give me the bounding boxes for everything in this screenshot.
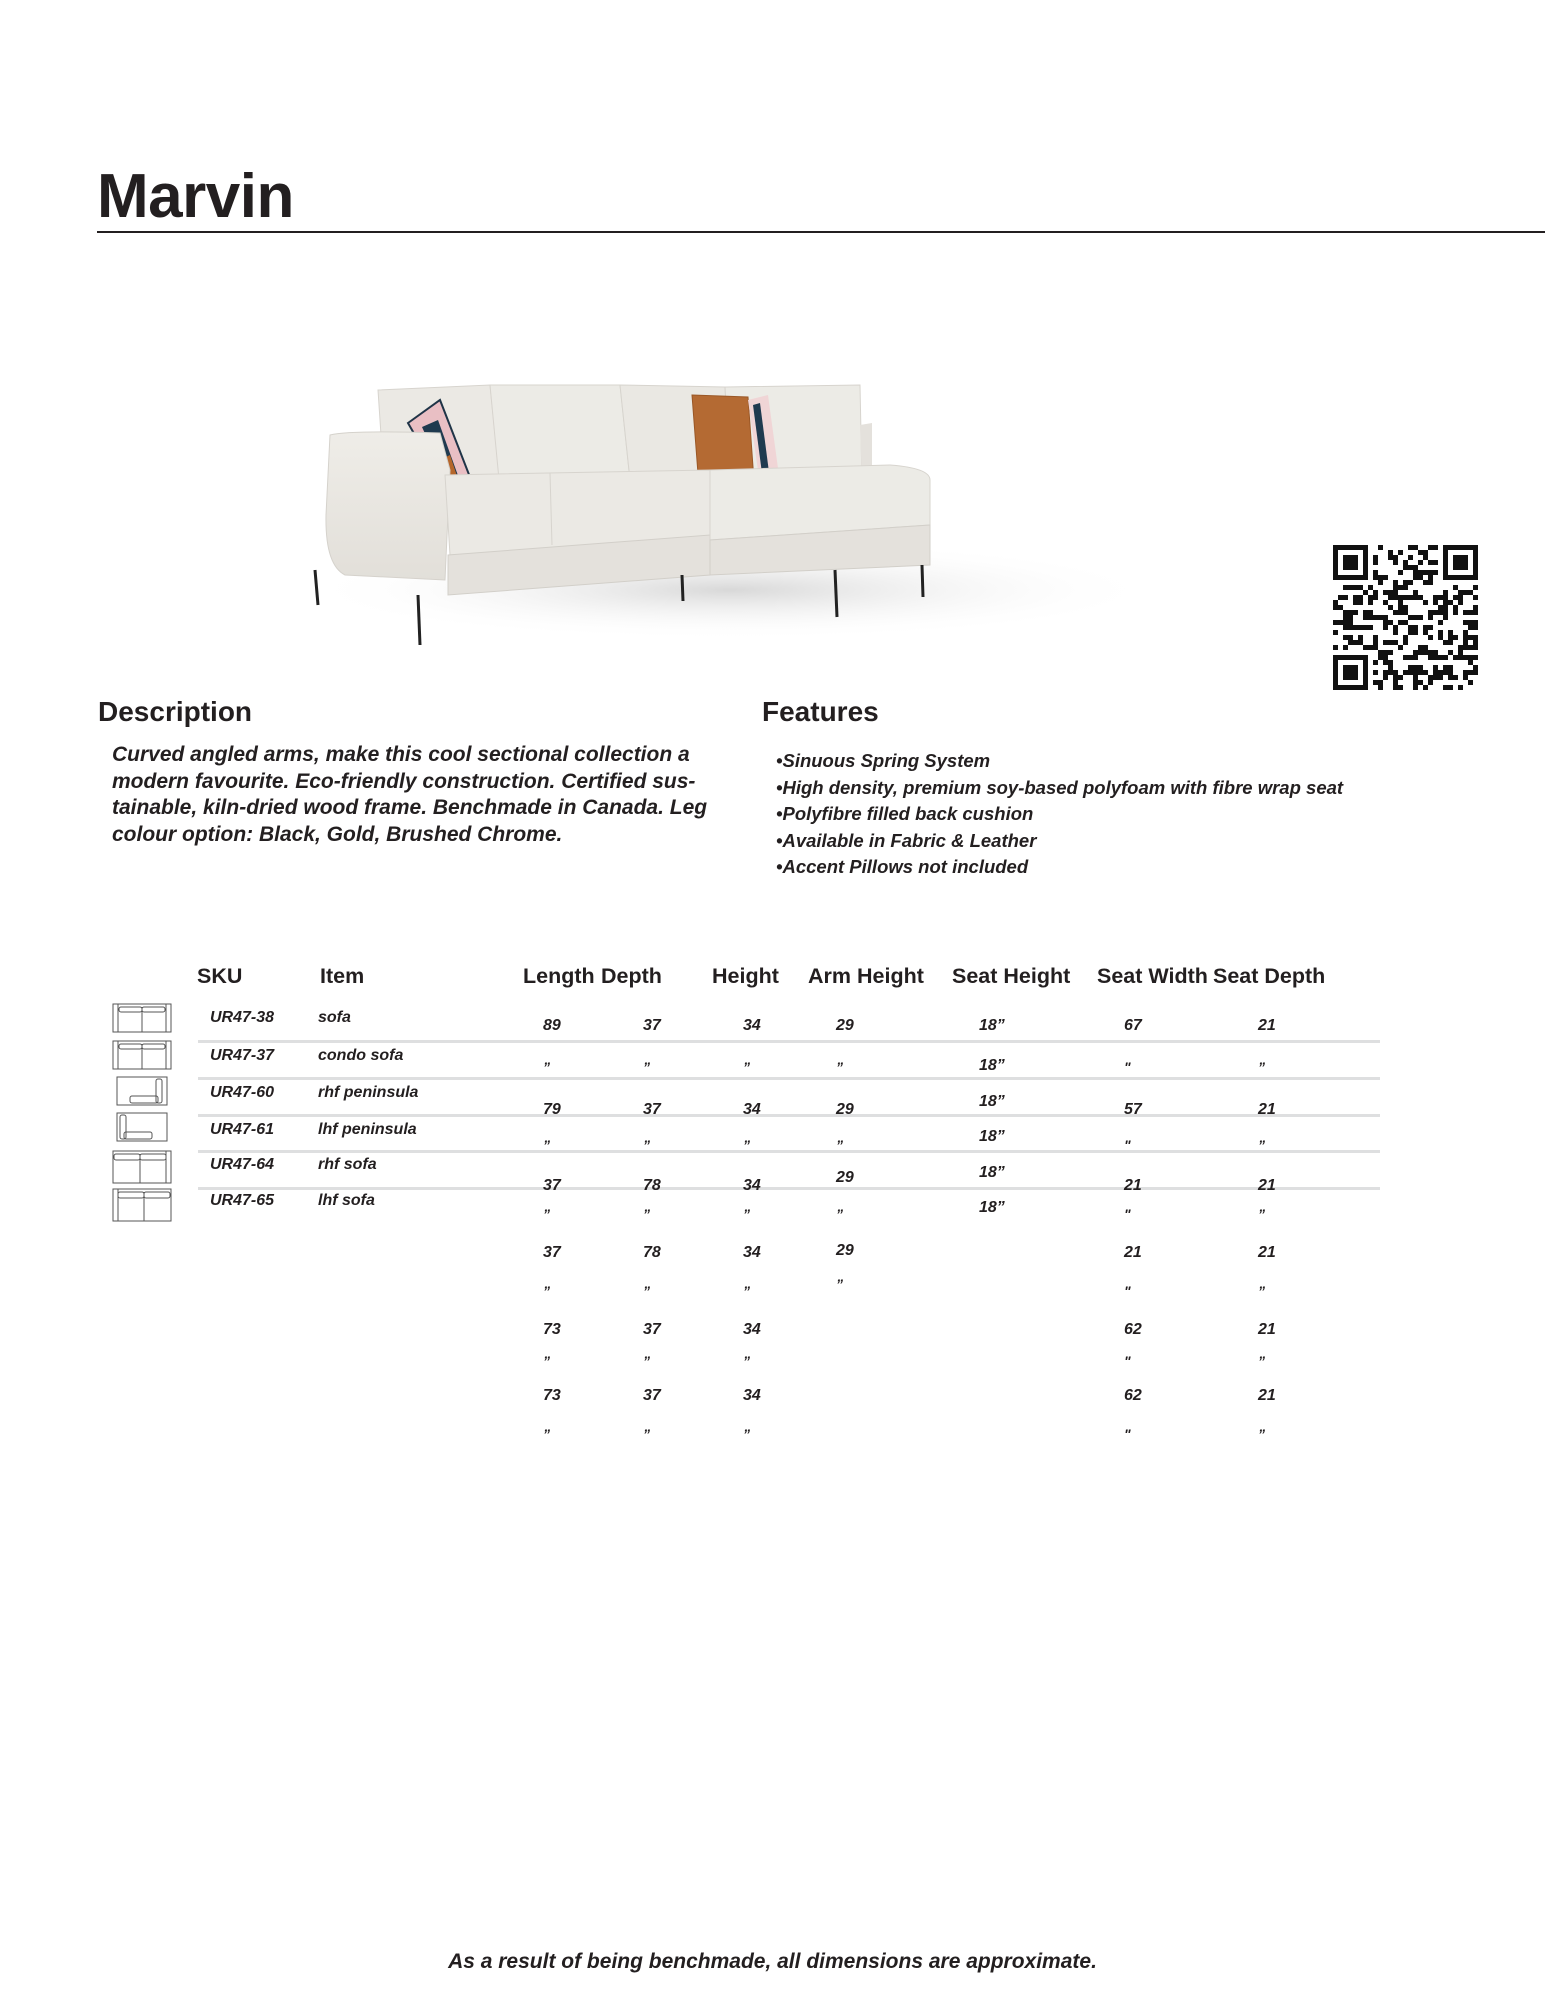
sku-cell: UR47-65 (210, 1192, 275, 1209)
header-length: Length (523, 964, 595, 988)
header-seat-width: Seat Width (1097, 964, 1208, 988)
seat-height-cell: 18” (979, 1199, 1005, 1216)
feature-item: •Sinuous Spring System (776, 750, 991, 771)
seat-depth-cell: 21 (1258, 1321, 1276, 1338)
depth-cell: 37 (643, 1321, 661, 1338)
seat-width-cell: 57 (1124, 1101, 1142, 1118)
depth-cell: 37 (643, 1387, 661, 1404)
depth-cell: ” (643, 1426, 650, 1442)
height-cell: 34 (743, 1017, 761, 1034)
header-seat-depth: Seat Depth (1213, 964, 1326, 988)
item-cell: rhf sofa (318, 1156, 377, 1173)
depth-cell: ” (643, 1283, 650, 1299)
length-cell: ” (543, 1059, 550, 1075)
depth-cell: 78 (643, 1244, 661, 1261)
seat-width-cell: 62 (1124, 1387, 1142, 1404)
seat-depth-cell: 21 (1258, 1017, 1276, 1034)
seat-width-cell: 21 (1124, 1177, 1142, 1194)
row-divider (198, 1150, 1380, 1153)
depth-cell: ” (643, 1137, 650, 1153)
height-cell: 34 (743, 1101, 761, 1118)
seat-depth-cell: 21 (1258, 1387, 1276, 1404)
seat-width-cell: 67 (1124, 1017, 1142, 1034)
condo-sofa-diagram-icon (112, 1040, 172, 1070)
sku-cell: UR47-64 (210, 1156, 275, 1173)
seat-width-cell: " (1124, 1137, 1131, 1153)
height-cell: ” (743, 1137, 750, 1153)
seat-height-cell: 18” (979, 1093, 1005, 1110)
seat-width-cell: " (1124, 1353, 1131, 1369)
feature-item: •High density, premium soy-based polyfoam with fibre wrap seat (776, 776, 1344, 798)
length-cell: 89 (543, 1017, 561, 1034)
length-cell: ” (543, 1353, 550, 1369)
arm-height-cell: ” (836, 1137, 843, 1153)
depth-cell: 78 (643, 1177, 661, 1194)
arm-height-cell: ” (836, 1276, 843, 1292)
item-cell: condo sofa (318, 1047, 404, 1064)
footer-note: As a result of being benchmade, all dimensions are approximate. (448, 1950, 1097, 1973)
rhf-sofa-diagram-icon (112, 1150, 172, 1184)
seat-height-cell: 18” (979, 1017, 1005, 1034)
product-image (290, 365, 1210, 655)
row-divider (198, 1077, 1380, 1080)
seat-width-cell: " (1124, 1283, 1131, 1299)
seat-depth-cell: 21 (1258, 1244, 1276, 1261)
depth-cell: 37 (643, 1101, 661, 1118)
length-cell: ” (543, 1137, 550, 1153)
sku-cell: UR47-60 (210, 1084, 275, 1101)
header-sku: SKU (197, 964, 243, 988)
seat-width-cell: " (1124, 1059, 1131, 1075)
seat-depth-cell: ” (1258, 1283, 1265, 1299)
seat-width-cell: " (1124, 1426, 1131, 1442)
depth-cell: ” (643, 1353, 650, 1369)
qr-code-icon[interactable] (1333, 545, 1478, 690)
height-cell: ” (743, 1426, 750, 1442)
header-arm-height: Arm Height (808, 964, 924, 988)
depth-cell: 37 (643, 1017, 661, 1034)
title-divider (97, 231, 1545, 233)
header-item: Item (320, 964, 365, 988)
rhf-peninsula-diagram-icon (112, 1076, 172, 1106)
length-cell: 37 (543, 1244, 561, 1261)
header-height: Height (712, 964, 779, 988)
seat-height-cell: 18” (979, 1057, 1005, 1074)
features-list (776, 748, 1343, 881)
item-cell: lhf peninsula (318, 1121, 417, 1138)
sofa-diagram-icon (112, 1003, 172, 1033)
height-cell: ” (743, 1353, 750, 1369)
item-cell: lhf sofa (318, 1192, 375, 1209)
arm-height-cell: 29 (836, 1101, 854, 1118)
depth-cell: ” (643, 1059, 650, 1075)
sku-cell: UR47-37 (210, 1047, 275, 1064)
height-cell: ” (743, 1206, 750, 1222)
header-seat-height: Seat Height (952, 964, 1071, 988)
item-cell: rhf peninsula (318, 1084, 419, 1101)
height-cell: ” (743, 1283, 750, 1299)
height-cell: 34 (743, 1387, 761, 1404)
arm-height-cell: 29 (836, 1242, 854, 1259)
lhf-peninsula-diagram-icon (112, 1112, 172, 1142)
lhf-sofa-diagram-icon (112, 1188, 172, 1222)
feature-item: •Accent Pillows not included (776, 856, 1029, 877)
length-cell: ” (543, 1426, 550, 1442)
seat-depth-cell: ” (1258, 1059, 1265, 1075)
length-cell: 73 (543, 1321, 561, 1338)
arm-height-cell: 29 (836, 1017, 854, 1034)
seat-height-cell: 18” (979, 1164, 1005, 1181)
height-cell: ” (743, 1059, 750, 1075)
height-cell: 34 (743, 1244, 761, 1261)
description-text: Curved angled arms, make this cool sectional collection a modern favourite. Eco-friendly construction. Certified sus-tainable, kiln-dried wood frame. Benchmade in Canada. Leg colour option: Black, Gold, Brushed Chrome. (112, 743, 708, 846)
arm-height-cell: 29 (836, 1169, 854, 1186)
sku-cell: UR47-61 (210, 1121, 275, 1138)
seat-width-cell: 21 (1124, 1244, 1142, 1261)
seat-width-cell: " (1124, 1206, 1131, 1222)
seat-depth-cell: ” (1258, 1137, 1265, 1153)
length-cell: ” (543, 1206, 550, 1222)
feature-item: •Available in Fabric & Leather (776, 829, 1037, 851)
length-cell: 73 (543, 1387, 561, 1404)
seat-depth-cell: 21 (1258, 1101, 1276, 1118)
height-cell: 34 (743, 1177, 761, 1194)
arm-height-cell: ” (836, 1059, 843, 1075)
sku-cell: UR47-38 (210, 1009, 275, 1026)
header-depth: Depth (601, 964, 662, 988)
depth-cell: ” (643, 1206, 650, 1222)
seat-width-cell: 62 (1124, 1321, 1142, 1338)
arm-height-cell: ” (836, 1206, 843, 1222)
seat-depth-cell: ” (1258, 1353, 1265, 1369)
row-divider (198, 1114, 1380, 1117)
height-cell: 34 (743, 1321, 761, 1338)
seat-depth-cell: 21 (1258, 1177, 1276, 1194)
row-divider (198, 1187, 1380, 1190)
length-cell: 37 (543, 1177, 561, 1194)
seat-depth-cell: ” (1258, 1426, 1265, 1442)
length-cell: 79 (543, 1101, 561, 1118)
length-cell: ” (543, 1283, 550, 1299)
page-title: Marvin (97, 162, 294, 231)
seat-height-cell: 18” (979, 1128, 1005, 1145)
feature-item: •Polyfibre filled back cushion (776, 803, 1034, 824)
row-divider (198, 1040, 1380, 1043)
features-heading: Features (762, 696, 879, 727)
description-heading: Description (98, 696, 253, 727)
item-cell: sofa (318, 1009, 351, 1026)
seat-depth-cell: ” (1258, 1206, 1265, 1222)
